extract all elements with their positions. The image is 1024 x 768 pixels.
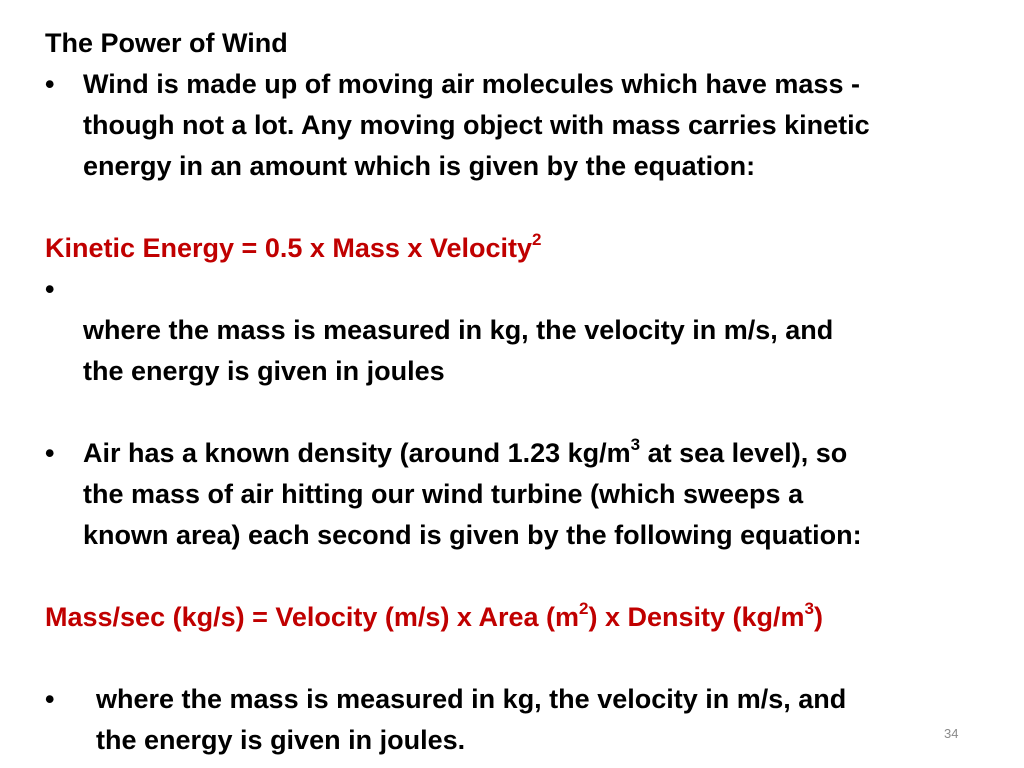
para3-line1 bbox=[83, 437, 847, 469]
para2-line1: where the mass is measured in kg, the velocity in m/s, and bbox=[83, 315, 834, 345]
kinetic-energy-equation bbox=[45, 232, 541, 264]
bullet-1: • bbox=[45, 69, 55, 99]
eq2-exponent-2: 3 bbox=[804, 599, 814, 618]
para2-line2: the energy is given in joules bbox=[83, 356, 445, 386]
para3-line1-b: at sea level), so bbox=[640, 438, 848, 468]
eq1-exponent: 2 bbox=[532, 230, 542, 249]
para1-line3: energy in an amount which is given by the equation: bbox=[83, 151, 756, 181]
para4-line1: where the mass is measured in kg, the velocity in m/s, and bbox=[96, 684, 847, 714]
bullet-4: • bbox=[45, 684, 55, 714]
mass-flow-equation bbox=[45, 601, 823, 633]
para3-line3: known area) each second is given by the following equation: bbox=[83, 520, 862, 550]
eq1-text: Kinetic Energy = 0.5 x Mass x Velocity bbox=[45, 233, 532, 263]
para1-line2: though not a lot. Any moving object with mass carries kinetic bbox=[83, 110, 870, 140]
slide-title: The Power of Wind bbox=[45, 28, 288, 58]
eq2-a: Mass/sec (kg/s) = Velocity (m/s) x Area (m bbox=[45, 602, 579, 632]
eq2-b: ) x Density (kg/m bbox=[588, 602, 805, 632]
eq2-c: ) bbox=[814, 602, 823, 632]
para3-exponent: 3 bbox=[630, 435, 641, 454]
page-number: 34 bbox=[944, 726, 959, 741]
bullet-3: • bbox=[45, 438, 55, 468]
para1-line1: Wind is made up of moving air molecules which have mass - bbox=[83, 69, 860, 99]
para3-line2: the mass of air hitting our wind turbine (which sweeps a bbox=[83, 479, 804, 509]
eq2-exponent-1: 2 bbox=[579, 599, 589, 618]
bullet-2: • bbox=[45, 274, 55, 304]
para3-line1-a: Air has a known density (around 1.23 kg/m bbox=[83, 438, 631, 468]
para4-line2: the energy is given in joules. bbox=[96, 725, 466, 755]
